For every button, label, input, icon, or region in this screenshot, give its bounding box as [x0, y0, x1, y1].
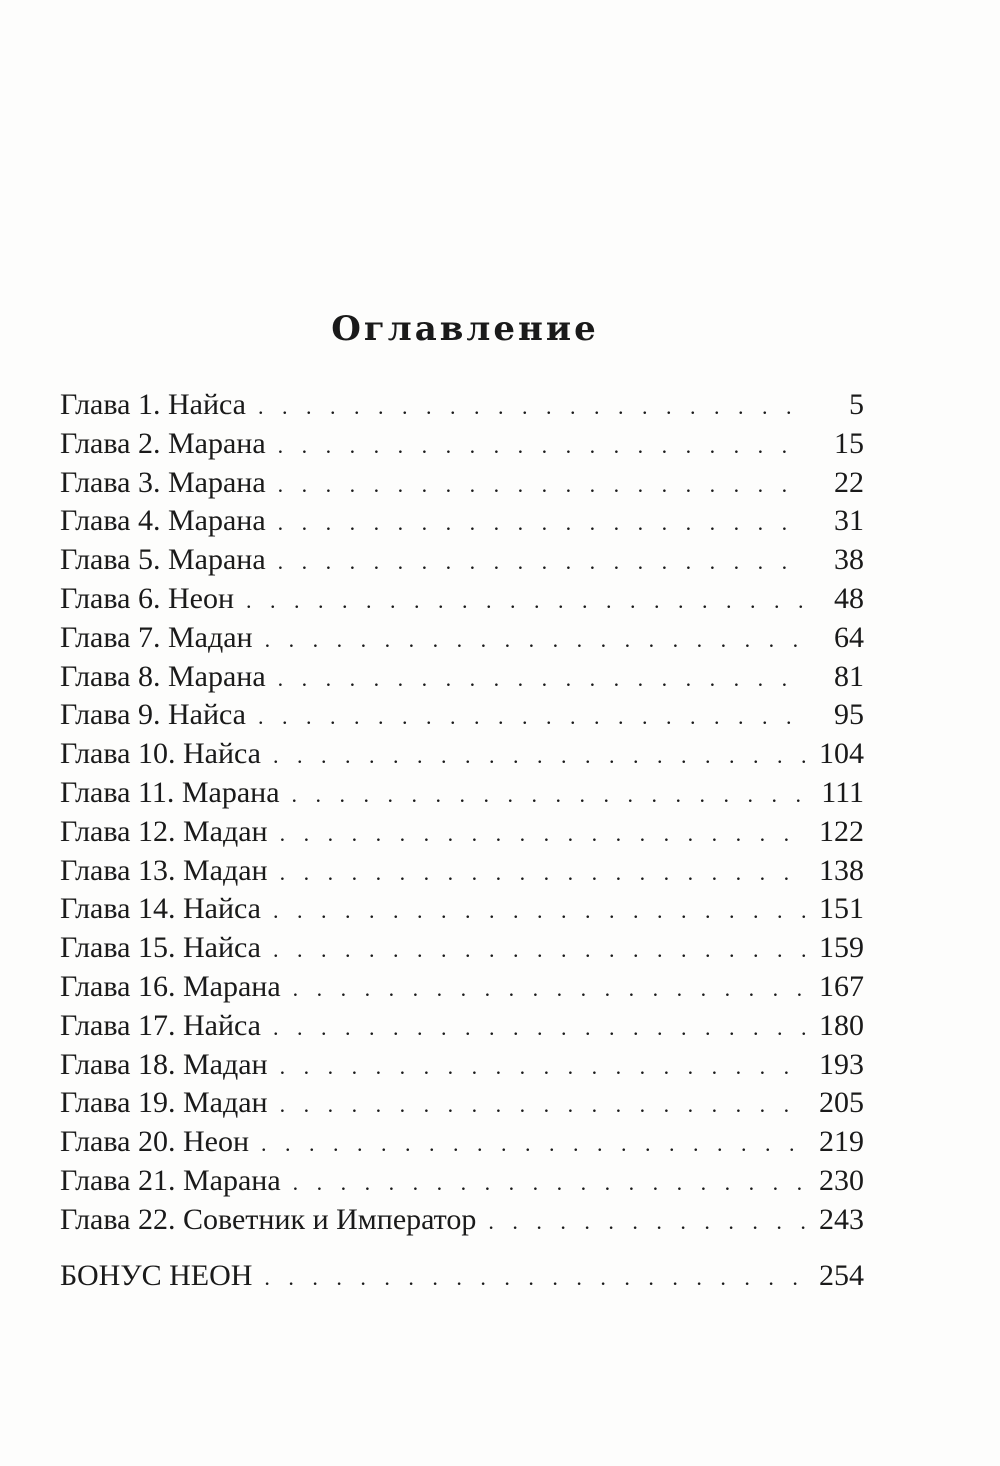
toc-entry: [60, 813, 864, 852]
toc-entry: [60, 852, 864, 891]
dot-leader: [278, 427, 806, 466]
toc-entry-label: БОНУС НЕОН: [60, 1258, 253, 1292]
toc-entry-page: 254: [819, 1258, 864, 1292]
toc-entry-label: Глава 18. Мадан: [60, 1047, 268, 1081]
toc-entry-page: 230: [819, 1163, 864, 1197]
page-title: Оглавление: [331, 309, 599, 349]
toc-entry-page: 122: [819, 814, 864, 848]
toc-entry-label: Глава 15. Найса: [60, 931, 261, 965]
toc-entry: [60, 774, 864, 813]
toc-entry-page: 167: [819, 969, 864, 1003]
toc-entry-bonus: [60, 1257, 864, 1296]
toc-entry-page: 159: [819, 931, 864, 965]
toc-entry-label: Глава 19. Мадан: [60, 1086, 268, 1120]
dot-leader: [293, 1164, 806, 1203]
dot-leader: [278, 466, 806, 505]
toc-entry: [60, 1162, 864, 1201]
toc-entry-page: 180: [819, 1008, 864, 1042]
toc-entry-label: Глава 3. Марана: [60, 465, 266, 499]
toc-entry-page: 48: [834, 581, 864, 615]
toc-entry: [60, 735, 864, 774]
dot-leader: [265, 621, 806, 660]
toc-entry-page: 193: [819, 1047, 864, 1081]
toc-entry: [60, 968, 864, 1007]
toc-entry: [60, 580, 864, 619]
toc-entry-page: 15: [834, 426, 864, 460]
toc-entry: [60, 1046, 864, 1085]
dot-leader: [258, 388, 806, 427]
toc-entry-label: Глава 8. Марана: [60, 659, 266, 693]
toc-entry-label: Глава 21. Марана: [60, 1163, 281, 1197]
toc-entry-label: Глава 12. Мадан: [60, 814, 268, 848]
dot-leader: [258, 698, 806, 737]
toc-entry-label: Глава 20. Неон: [60, 1125, 249, 1159]
toc-entry-page: 95: [834, 698, 864, 732]
toc-entry: [60, 619, 864, 658]
toc-entry-page: 31: [834, 504, 864, 538]
dot-leader: [246, 582, 806, 621]
toc-entry-label: Глава 1. Найса: [60, 388, 246, 421]
dot-leader: [261, 1125, 806, 1164]
toc-entry: [60, 464, 864, 503]
toc-entry-label: Глава 14. Найса: [60, 892, 261, 926]
dot-leader: [280, 854, 806, 893]
toc-entry: [60, 696, 864, 735]
dot-leader: [264, 1259, 806, 1298]
toc-entry-label: Глава 6. Неон: [60, 581, 234, 615]
toc-entry: [60, 1123, 864, 1162]
toc-entry-page: 38: [834, 543, 864, 577]
dot-leader: [273, 1009, 806, 1048]
toc-entry-page: 138: [819, 853, 864, 887]
dot-leader: [273, 931, 806, 970]
toc-entry: [60, 425, 864, 464]
toc-entry-label: Глава 10. Найса: [60, 737, 261, 771]
toc-entry-label: Глава 16. Марана: [60, 969, 281, 1003]
toc-entry: [60, 1084, 864, 1123]
table-of-contents: [60, 386, 864, 1295]
toc-entry-label: Глава 4. Марана: [60, 504, 266, 538]
toc-entry-page: 219: [819, 1125, 864, 1159]
toc-entry-label: Глава 11. Марана: [60, 775, 280, 809]
dot-leader: [278, 543, 806, 582]
dot-leader: [293, 970, 806, 1009]
toc-entry-page: 151: [819, 892, 864, 926]
toc-entry-label: Глава 17. Найса: [60, 1008, 261, 1042]
dot-leader: [273, 737, 806, 776]
toc-entry: [60, 1007, 864, 1046]
toc-entry-page: 22: [834, 465, 864, 499]
toc-entry: [60, 1201, 864, 1240]
dot-leader: [278, 660, 806, 699]
dot-leader: [278, 504, 806, 543]
toc-entry-label: Глава 13. Мадан: [60, 853, 268, 887]
toc-entry-page: 205: [819, 1086, 864, 1120]
toc-entry: [60, 541, 864, 580]
dot-leader: [280, 815, 806, 854]
dot-leader: [273, 892, 806, 931]
dot-leader: [292, 776, 806, 815]
toc-entry-page: 81: [834, 659, 864, 693]
toc-entry-page: 111: [821, 775, 864, 809]
toc-entry: [60, 929, 864, 968]
toc-entry-label: Глава 9. Найса: [60, 698, 246, 732]
toc-entry-label: Глава 22. Советник и Император: [60, 1202, 477, 1236]
toc-entry-page: 104: [819, 737, 864, 771]
dot-leader: [280, 1086, 806, 1125]
toc-entry: [60, 502, 864, 541]
toc-entry-page: 243: [819, 1202, 864, 1236]
dot-leader: [488, 1203, 806, 1242]
dot-leader: [280, 1048, 806, 1087]
toc-entry: [60, 658, 864, 697]
toc-entry-page: 64: [834, 620, 864, 654]
toc-entry: [60, 386, 864, 425]
toc-entry: [60, 890, 864, 929]
toc-entry-label: Глава 7. Мадан: [60, 620, 253, 654]
toc-entry-label: Глава 2. Марана: [60, 426, 266, 460]
toc-entry-page: 5: [849, 388, 864, 421]
toc-entry-label: Глава 5. Марана: [60, 543, 266, 577]
